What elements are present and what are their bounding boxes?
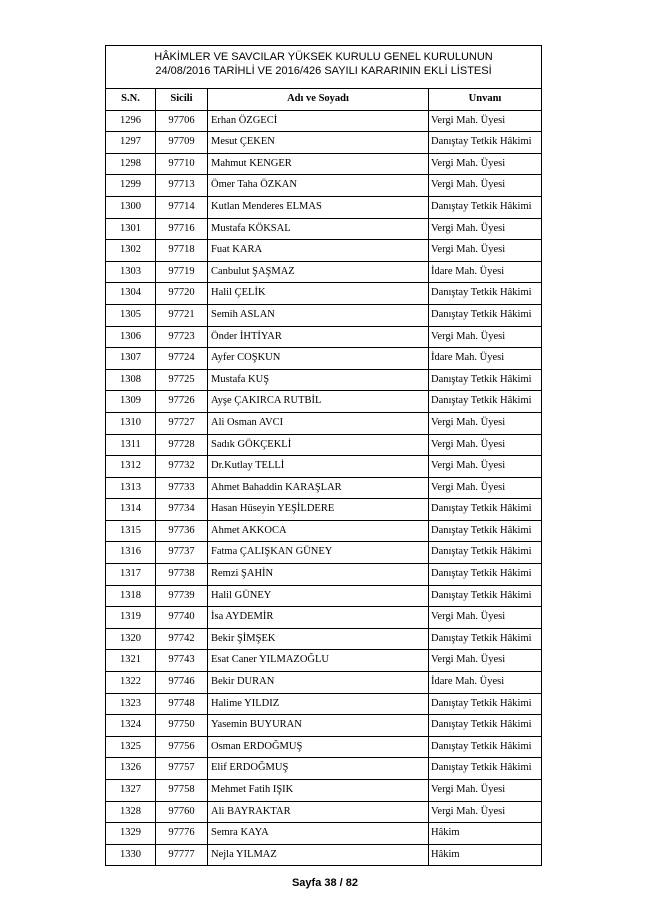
- row-name: Erhan ÖZGECİ: [208, 110, 429, 132]
- table-row: [106, 153, 542, 175]
- row-sn: 1307: [106, 348, 156, 370]
- row-sicil: 97727: [156, 412, 208, 434]
- row-title: Vergi Mah. Üyesi: [429, 412, 542, 434]
- row-name: Mustafa KÖKSAL: [208, 218, 429, 240]
- row-sicil: 97725: [156, 369, 208, 391]
- row-name: Ahmet Bahaddin KARAŞLAR: [208, 477, 429, 499]
- table-row: [106, 196, 542, 218]
- header-row: [106, 89, 542, 111]
- row-title: Hâkim: [429, 844, 542, 866]
- header-sicil: Sicili: [156, 89, 208, 111]
- row-sn: 1317: [106, 564, 156, 586]
- table-row: [106, 326, 542, 348]
- row-title: Danıştay Tetkik Hâkimi: [429, 283, 542, 305]
- row-sicil: 97760: [156, 801, 208, 823]
- row-title: Vergi Mah. Üyesi: [429, 110, 542, 132]
- row-sn: 1298: [106, 153, 156, 175]
- row-sn: 1315: [106, 520, 156, 542]
- row-sicil: 97750: [156, 715, 208, 737]
- row-sn: 1326: [106, 758, 156, 780]
- row-sicil: 97716: [156, 218, 208, 240]
- row-name: Ali BAYRAKTAR: [208, 801, 429, 823]
- row-sn: 1300: [106, 196, 156, 218]
- row-sn: 1328: [106, 801, 156, 823]
- row-sn: 1322: [106, 672, 156, 694]
- row-sn: 1329: [106, 823, 156, 845]
- table-row: [106, 261, 542, 283]
- row-sn: 1310: [106, 412, 156, 434]
- row-title: Vergi Mah. Üyesi: [429, 434, 542, 456]
- table-row: [106, 218, 542, 240]
- row-sicil: 97740: [156, 607, 208, 629]
- table-row: [106, 456, 542, 478]
- row-title: Vergi Mah. Üyesi: [429, 456, 542, 478]
- row-sn: 1312: [106, 456, 156, 478]
- row-sn: 1306: [106, 326, 156, 348]
- row-sn: 1311: [106, 434, 156, 456]
- row-name: Halil GÜNEY: [208, 585, 429, 607]
- page-number: Sayfa 38 / 82: [291, 877, 359, 889]
- row-title: İdare Mah. Üyesi: [429, 348, 542, 370]
- table-row: [106, 585, 542, 607]
- table-row: [106, 823, 542, 845]
- header-sn: S.N.: [106, 89, 156, 111]
- table-row: [106, 240, 542, 262]
- row-sn: 1301: [106, 218, 156, 240]
- row-name: Dr.Kutlay TELLİ: [208, 456, 429, 478]
- row-sn: 1297: [106, 132, 156, 154]
- row-name: Ayfer COŞKUN: [208, 348, 429, 370]
- row-name: Kutlan Menderes ELMAS: [208, 196, 429, 218]
- row-name: Bekir DURAN: [208, 672, 429, 694]
- table-row: [106, 628, 542, 650]
- row-name: Fatma ÇALIŞKAN GÜNEY: [208, 542, 429, 564]
- row-sn: 1302: [106, 240, 156, 262]
- row-sn: 1305: [106, 304, 156, 326]
- table-row: [106, 564, 542, 586]
- row-sicil: 97746: [156, 672, 208, 694]
- row-sicil: 97709: [156, 132, 208, 154]
- row-title: Danıştay Tetkik Hâkimi: [429, 542, 542, 564]
- row-sicil: 97743: [156, 650, 208, 672]
- table-row: [106, 304, 542, 326]
- row-name: Yasemin BUYURAN: [208, 715, 429, 737]
- row-sicil: 97719: [156, 261, 208, 283]
- row-name: Osman ERDOĞMUŞ: [208, 736, 429, 758]
- row-title: Vergi Mah. Üyesi: [429, 801, 542, 823]
- row-sicil: 97733: [156, 477, 208, 499]
- row-sicil: 97728: [156, 434, 208, 456]
- table-row: [106, 175, 542, 197]
- row-sicil: 97748: [156, 693, 208, 715]
- document-sheet: [105, 45, 541, 866]
- table-row: [106, 110, 542, 132]
- row-sicil: 97776: [156, 823, 208, 845]
- row-sicil: 97724: [156, 348, 208, 370]
- table-row: [106, 650, 542, 672]
- table-row: [106, 434, 542, 456]
- table-row: [106, 348, 542, 370]
- row-title: Danıştay Tetkik Hâkimi: [429, 499, 542, 521]
- row-title: Danıştay Tetkik Hâkimi: [429, 564, 542, 586]
- row-title: Danıştay Tetkik Hâkimi: [429, 585, 542, 607]
- table-row: [106, 391, 542, 413]
- row-title: Vergi Mah. Üyesi: [429, 326, 542, 348]
- row-sn: 1304: [106, 283, 156, 305]
- row-sicil: 97758: [156, 780, 208, 802]
- row-title: Vergi Mah. Üyesi: [429, 477, 542, 499]
- row-title: İdare Mah. Üyesi: [429, 261, 542, 283]
- row-sicil: 97714: [156, 196, 208, 218]
- table-body: [106, 110, 542, 866]
- row-name: Bekir ŞİMŞEK: [208, 628, 429, 650]
- row-name: İsa AYDEMİR: [208, 607, 429, 629]
- row-sn: 1325: [106, 736, 156, 758]
- row-sicil: 97756: [156, 736, 208, 758]
- table-row: [106, 607, 542, 629]
- row-sn: 1327: [106, 780, 156, 802]
- row-title: Danıştay Tetkik Hâkimi: [429, 715, 542, 737]
- row-name: Mesut ÇEKEN: [208, 132, 429, 154]
- table-row: [106, 844, 542, 866]
- row-name: Mustafa KUŞ: [208, 369, 429, 391]
- row-name: Ayşe ÇAKIRCA RUTBİL: [208, 391, 429, 413]
- row-title: Danıştay Tetkik Hâkimi: [429, 391, 542, 413]
- document-title: [106, 46, 542, 89]
- row-name: Halil ÇELİK: [208, 283, 429, 305]
- row-sn: 1316: [106, 542, 156, 564]
- row-title: Vergi Mah. Üyesi: [429, 240, 542, 262]
- header-name: Adı ve Soyadı: [208, 89, 429, 111]
- row-name: Remzi ŞAHİN: [208, 564, 429, 586]
- row-name: Esat Caner YILMAZOĞLU: [208, 650, 429, 672]
- row-sicil: 97710: [156, 153, 208, 175]
- row-title: Danıştay Tetkik Hâkimi: [429, 693, 542, 715]
- row-title: Vergi Mah. Üyesi: [429, 780, 542, 802]
- row-sicil: 97738: [156, 564, 208, 586]
- row-name: Mahmut KENGER: [208, 153, 429, 175]
- row-name: Canbulut ŞAŞMAZ: [208, 261, 429, 283]
- table-row: [106, 801, 542, 823]
- row-sn: 1323: [106, 693, 156, 715]
- row-title: Danıştay Tetkik Hâkimi: [429, 304, 542, 326]
- row-title: Vergi Mah. Üyesi: [429, 175, 542, 197]
- row-title: İdare Mah. Üyesi: [429, 672, 542, 694]
- row-title: Danıştay Tetkik Hâkimi: [429, 520, 542, 542]
- row-name: Ali Osman AVCI: [208, 412, 429, 434]
- row-name: Sadık GÖKÇEKLİ: [208, 434, 429, 456]
- row-sn: 1324: [106, 715, 156, 737]
- table-row: [106, 542, 542, 564]
- row-sicil: 97742: [156, 628, 208, 650]
- row-sn: 1320: [106, 628, 156, 650]
- row-sicil: 97734: [156, 499, 208, 521]
- row-title: Danıştay Tetkik Hâkimi: [429, 758, 542, 780]
- row-name: Halime YILDIZ: [208, 693, 429, 715]
- table-row: [106, 693, 542, 715]
- row-title: Vergi Mah. Üyesi: [429, 153, 542, 175]
- title-line-1: HÂKİMLER VE SAVCILAR YÜKSEK KURULU GENEL KURULUNUN: [154, 51, 493, 63]
- row-sicil: 97718: [156, 240, 208, 262]
- row-title: Vergi Mah. Üyesi: [429, 650, 542, 672]
- row-name: Hasan Hüseyin YEŞİLDERE: [208, 499, 429, 521]
- row-sn: 1321: [106, 650, 156, 672]
- row-name: Semra KAYA: [208, 823, 429, 845]
- row-sicil: 97736: [156, 520, 208, 542]
- row-sicil: 97737: [156, 542, 208, 564]
- row-sn: 1308: [106, 369, 156, 391]
- row-title: Danıştay Tetkik Hâkimi: [429, 628, 542, 650]
- title-line-2: 24/08/2016 TARİHLİ VE 2016/426 SAYILI KARARININ EKLİ LİSTESİ: [155, 65, 492, 77]
- row-name: Ahmet AKKOCA: [208, 520, 429, 542]
- row-title: Danıştay Tetkik Hâkimi: [429, 196, 542, 218]
- row-title: Danıştay Tetkik Hâkimi: [429, 132, 542, 154]
- row-sicil: 97706: [156, 110, 208, 132]
- row-name: Mehmet Fatih IŞIK: [208, 780, 429, 802]
- row-sn: 1319: [106, 607, 156, 629]
- row-sicil: 97723: [156, 326, 208, 348]
- row-sicil: 97726: [156, 391, 208, 413]
- row-name: Nejla YILMAZ: [208, 844, 429, 866]
- row-sicil: 97732: [156, 456, 208, 478]
- row-title: Vergi Mah. Üyesi: [429, 218, 542, 240]
- row-title: Danıştay Tetkik Hâkimi: [429, 736, 542, 758]
- row-sicil: 97757: [156, 758, 208, 780]
- table-row: [106, 520, 542, 542]
- header-title: Unvanı: [429, 89, 542, 111]
- row-sicil: 97720: [156, 283, 208, 305]
- table-row: [106, 132, 542, 154]
- row-name: Fuat KARA: [208, 240, 429, 262]
- table-row: [106, 715, 542, 737]
- table-row: [106, 672, 542, 694]
- row-name: Elif ERDOĞMUŞ: [208, 758, 429, 780]
- row-name: Semih ASLAN: [208, 304, 429, 326]
- table-row: [106, 369, 542, 391]
- row-name: Önder İHTİYAR: [208, 326, 429, 348]
- title-row: [106, 46, 542, 89]
- row-sn: 1303: [106, 261, 156, 283]
- row-title: Danıştay Tetkik Hâkimi: [429, 369, 542, 391]
- row-sicil: 97739: [156, 585, 208, 607]
- row-sn: 1313: [106, 477, 156, 499]
- row-sn: 1318: [106, 585, 156, 607]
- table-row: [106, 758, 542, 780]
- table-row: [106, 736, 542, 758]
- table-row: [106, 780, 542, 802]
- table-row: [106, 499, 542, 521]
- row-title: Vergi Mah. Üyesi: [429, 607, 542, 629]
- table-row: [106, 477, 542, 499]
- row-sicil: 97713: [156, 175, 208, 197]
- row-sn: 1296: [106, 110, 156, 132]
- table-row: [106, 412, 542, 434]
- row-sicil: 97721: [156, 304, 208, 326]
- row-sn: 1309: [106, 391, 156, 413]
- row-title: Hâkim: [429, 823, 542, 845]
- row-sn: 1314: [106, 499, 156, 521]
- row-name: Ömer Taha ÖZKAN: [208, 175, 429, 197]
- row-sicil: 97777: [156, 844, 208, 866]
- row-sn: 1330: [106, 844, 156, 866]
- row-sn: 1299: [106, 175, 156, 197]
- table-row: [106, 283, 542, 305]
- personnel-table: [105, 45, 542, 866]
